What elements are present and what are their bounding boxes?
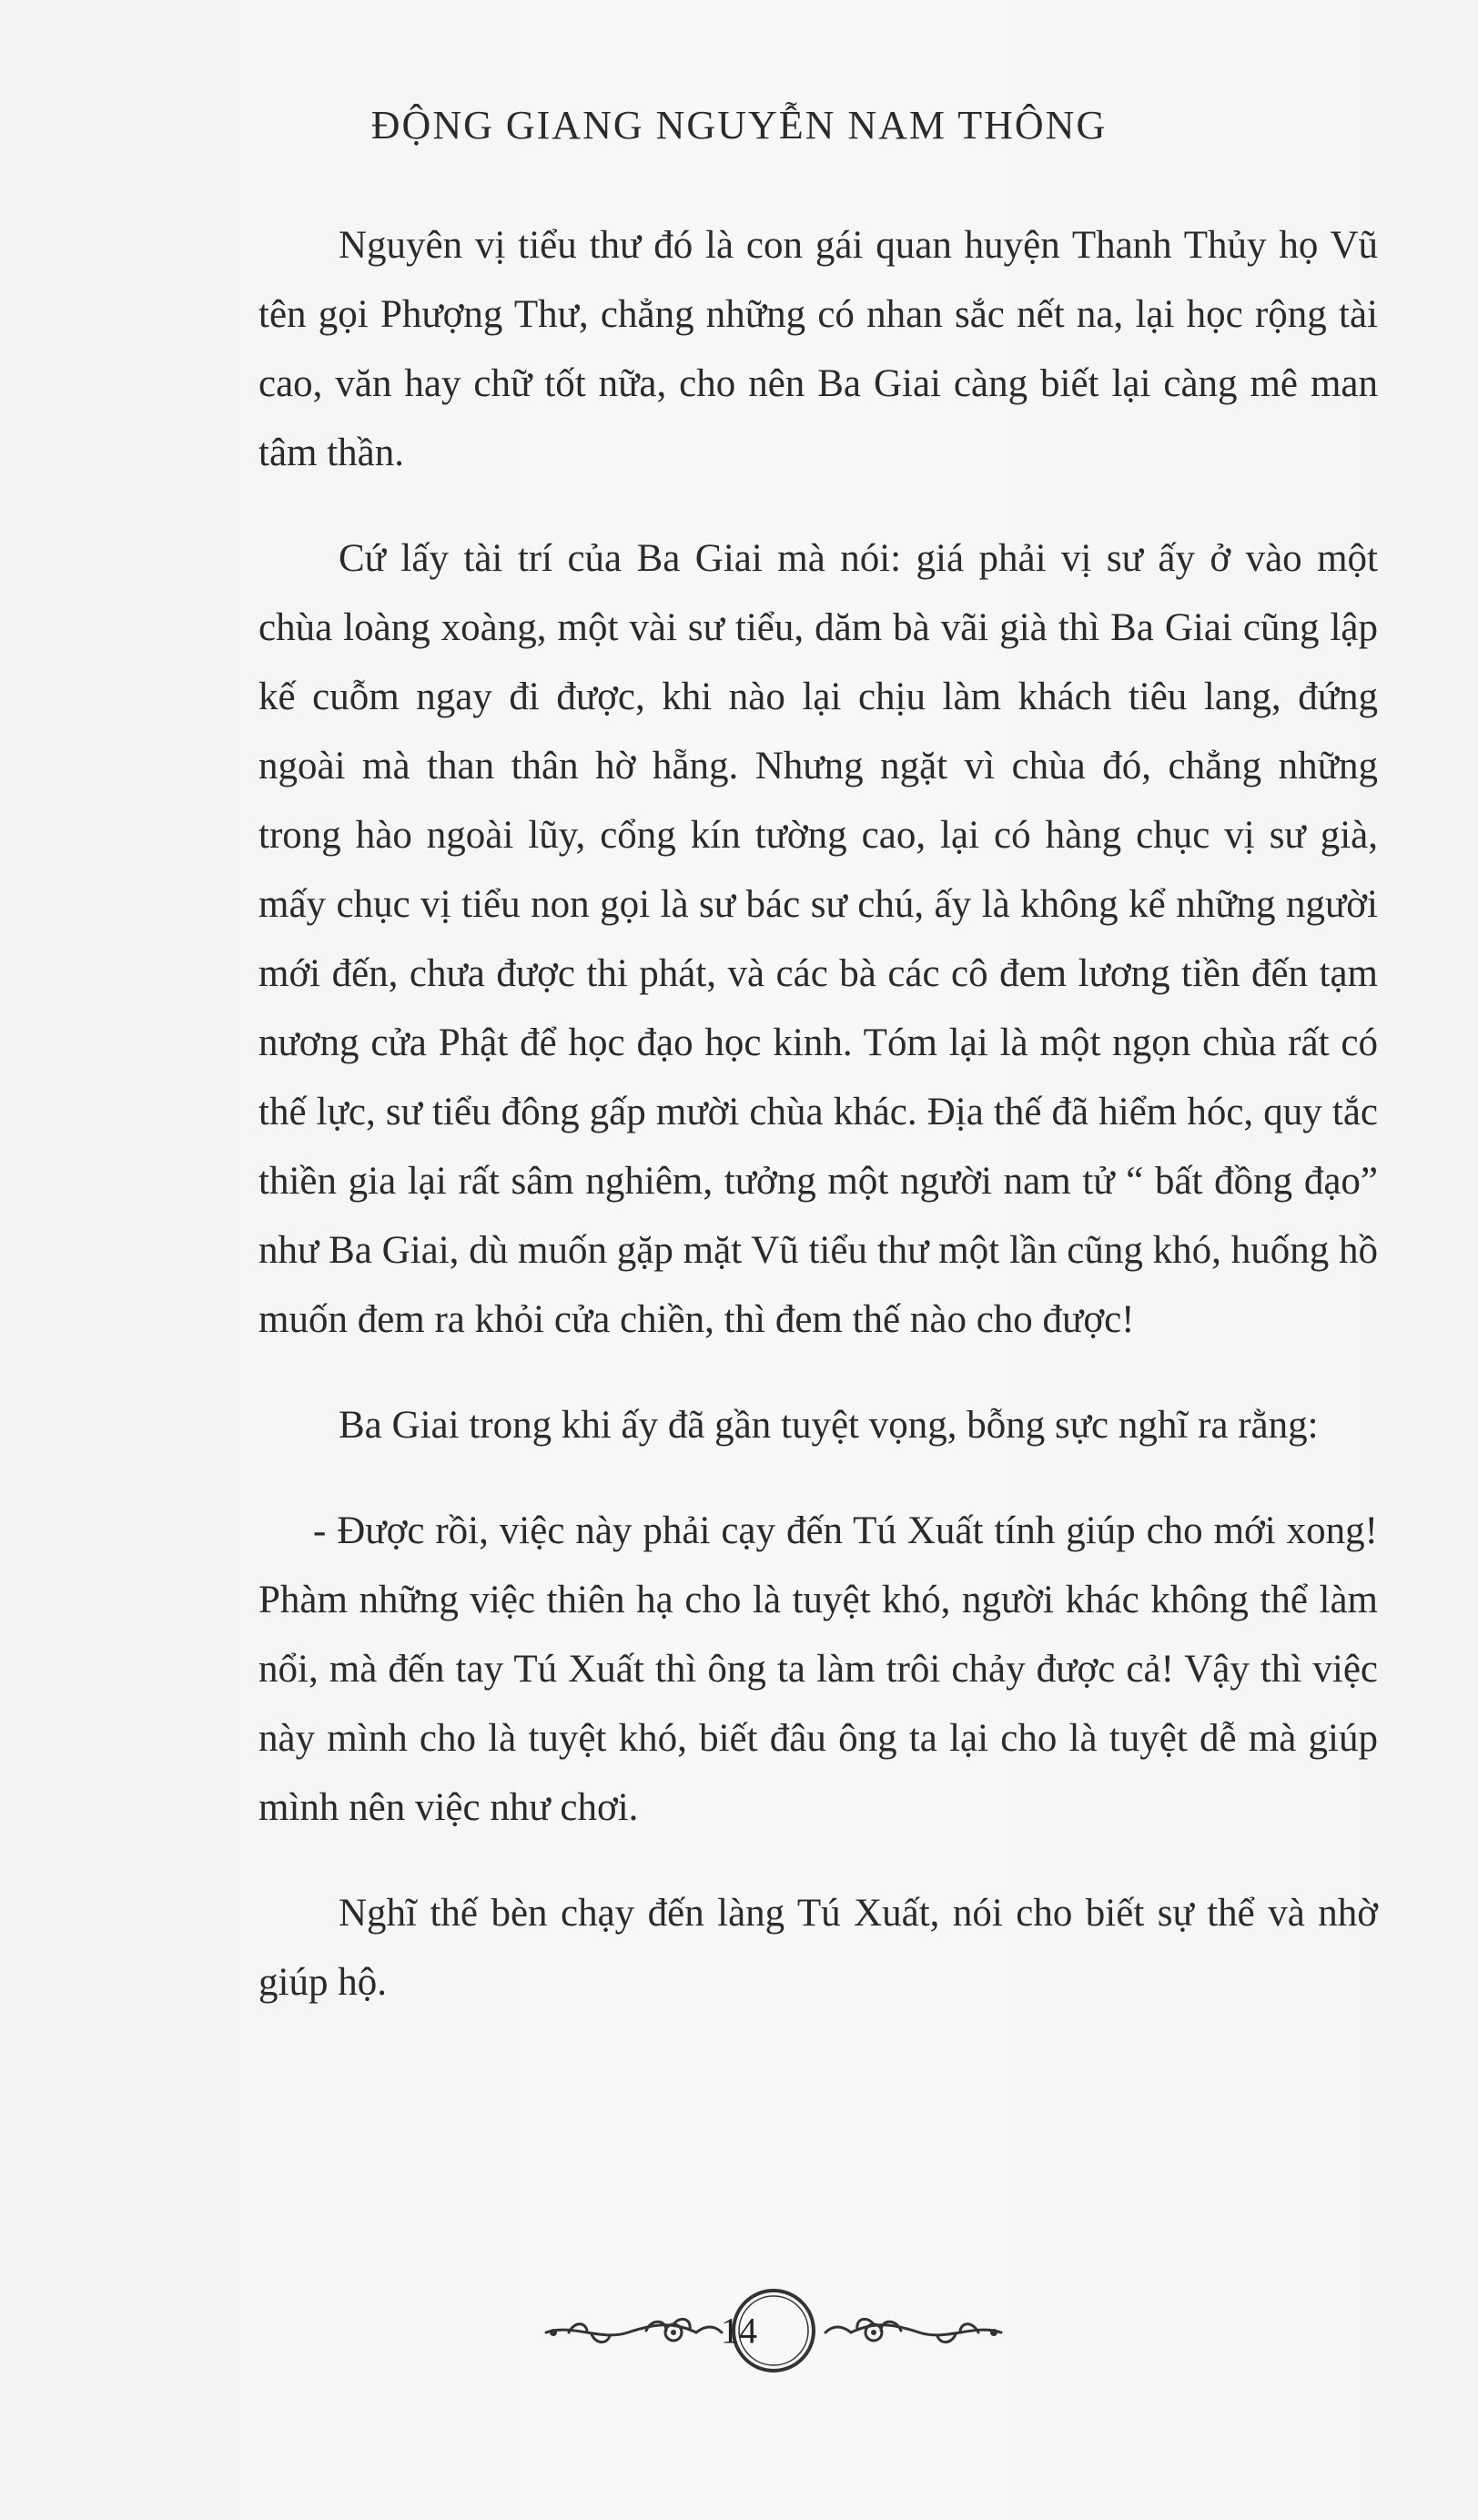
paragraph-1: Nguyên vị tiểu thư đó là con gái quan huyện Thanh Thủy họ Vũ tên gọi Phượng Thư, chẳng những có nhan sắc nết na, lại học rộng tài cao, văn hay chữ tốt nữa, cho nên Ba Giai càng biết lại càng mê man tâm thần. bbox=[258, 224, 1378, 474]
floral-ornament-icon bbox=[537, 2287, 1010, 2378]
page-footer bbox=[0, 2287, 1478, 2378]
paragraph-2: Cứ lấy tài trí của Ba Giai mà nói: giá phải vị sư ấy ở vào một chùa loàng xoàng, một vài sư tiểu, dăm bà vãi già thì Ba Giai cũng lập kế cuỗm ngay đi được, khi nào lại chịu làm khách tiêu lang, đứng ngoài mà than thân hờ hẵng. Nhưng ngặt vì chùa đó, chẳng những trong hào ngoài lũy, cổng kín tường cao, lại có hàng chục vị sư già, mấy chục vị tiểu non gọi là sư bác sư chú, ấy là không kể những người mới đến, chưa được thi phát, và các bà các cô đem lương tiền đến tạm nương cửa Phật để học đạo học kinh. Tóm lại là một ngọn chùa rất có thế lực, sư tiểu đông gấp mười chùa khác. Địa thế đã hiểm hóc, quy tắc thiền gia lại rất sâm nghiêm, tưởng một người nam tử “ bất đồng đạo” như Ba Giai, dù muốn gặp mặt Vũ tiểu thư một lần cũng khó, huống hồ muốn đem ra khỏi cửa chiền, thì đem thế nào cho được! bbox=[258, 537, 1378, 1341]
paragraph-4-dialog: - Được rồi, việc này phải cạy đến Tú Xuất tính giúp cho mới xong! Phàm những việc thiên hạ cho là tuyệt khó, người khác không thể làm nổi, mà đến tay Tú Xuất thì ông ta làm trôi chảy được cả! Vậy thì việc này mình cho là tuyệt khó, biết đâu ông ta lại cho là tuyệt dễ mà giúp mình nên việc như chơi. bbox=[258, 1509, 1378, 1829]
running-header: ĐỘNG GIANG NGUYỄN NAM THÔNG bbox=[370, 103, 1108, 147]
paragraph-5: Nghĩ thế bèn chạy đến làng Tú Xuất, nói cho biết sự thể và nhờ giúp hộ. bbox=[258, 1892, 1378, 2004]
body-text bbox=[258, 211, 1378, 2054]
paragraph-3: Ba Giai trong khi ấy đã gần tuyệt vọng, bỗng sực nghĩ ra rằng: bbox=[339, 1404, 1319, 1447]
page-number: 14 bbox=[721, 2310, 757, 2352]
